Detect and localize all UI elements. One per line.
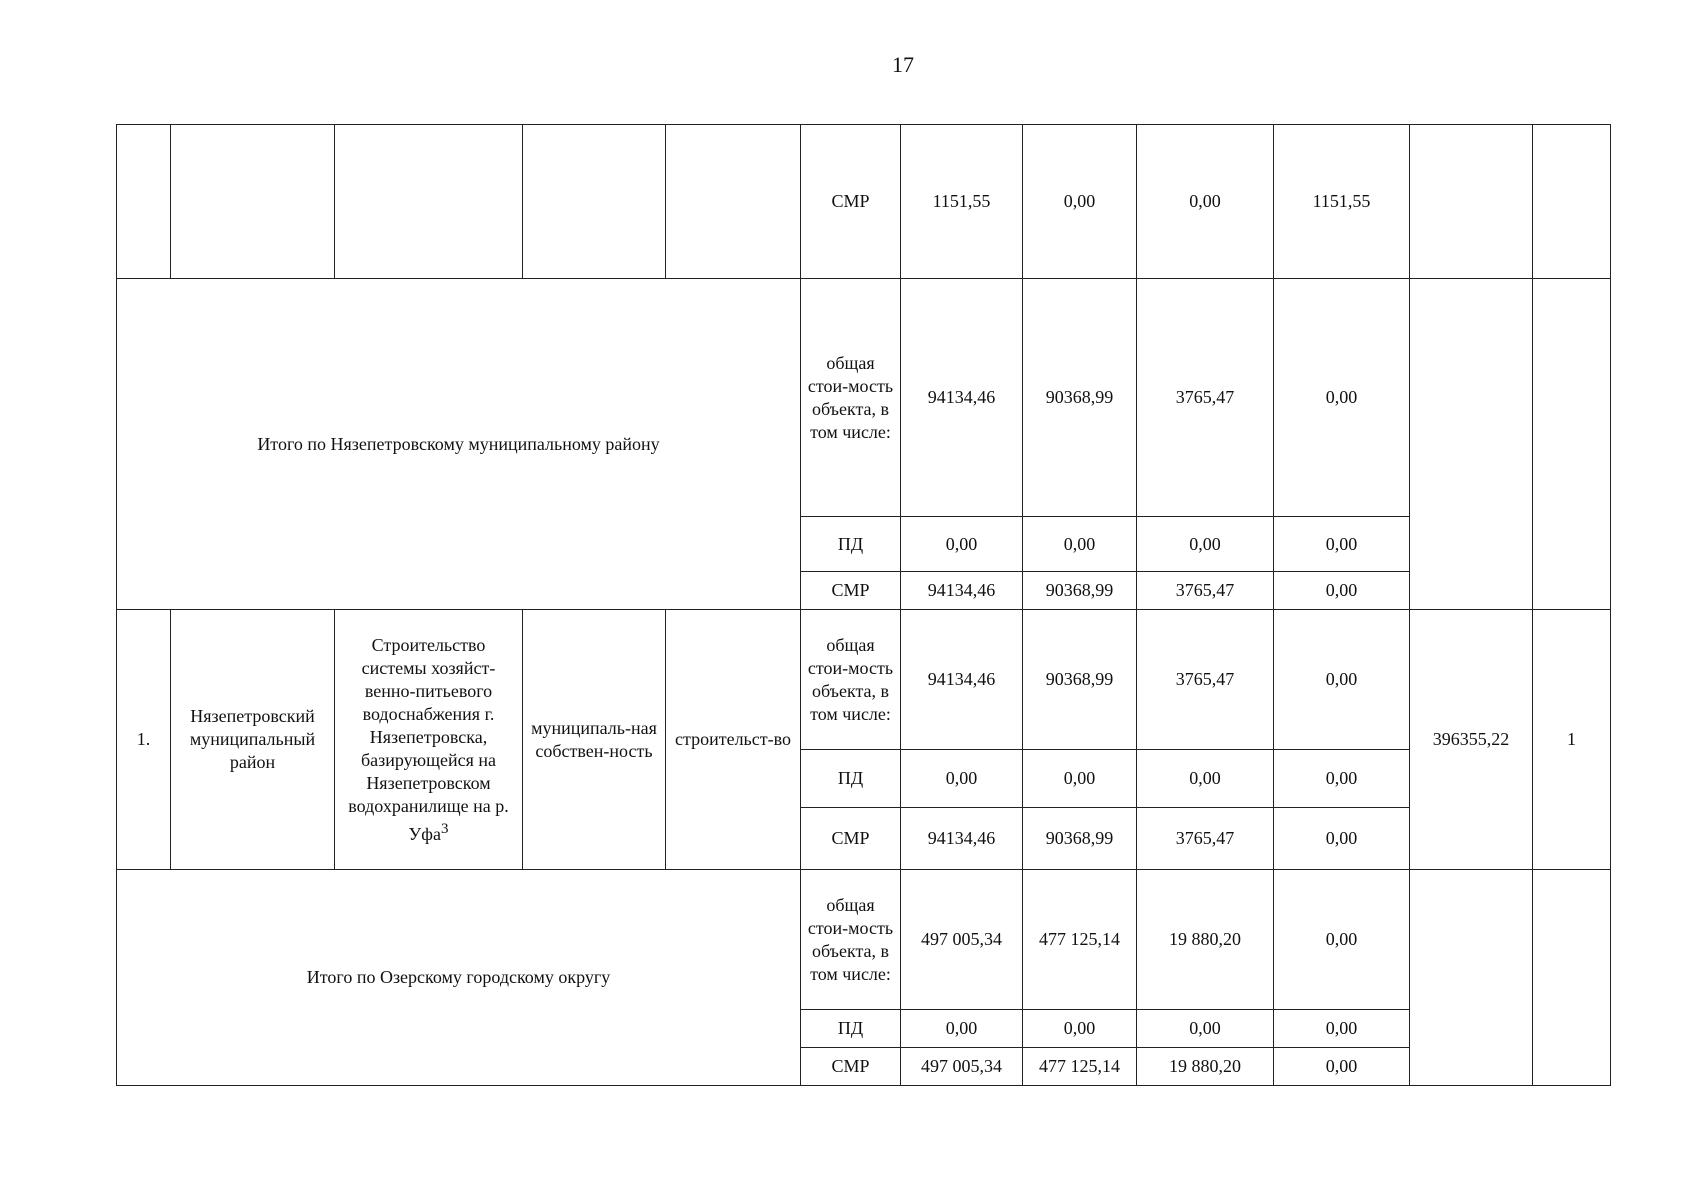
cell-empty <box>171 125 335 279</box>
cell-empty <box>666 125 801 279</box>
value-cell: 0,00 <box>1023 750 1137 808</box>
cost-type-cell: ПД <box>801 750 901 808</box>
cell-empty <box>335 125 523 279</box>
item-number: 1. <box>117 610 171 870</box>
table-row-item1-general <box>117 610 1611 750</box>
footnote-mark: 3 <box>440 820 449 837</box>
value-cell: 94134,46 <box>901 808 1023 870</box>
value-cell: 0,00 <box>1274 870 1410 1010</box>
value-cell: 0,00 <box>1137 750 1274 808</box>
cost-type-cell: ПД <box>801 1010 901 1048</box>
cost-type-cell: общая стои-мость объекта, в том числе: <box>801 279 901 517</box>
value-cell: 497 005,34 <box>901 870 1023 1010</box>
cost-type-cell: общая стои-мость объекта, в том числе: <box>801 870 901 1010</box>
table-row-total-ozersk-general <box>117 870 1611 1010</box>
table-row-total-nyaz-general <box>117 279 1611 517</box>
cell-empty <box>1533 279 1611 610</box>
object-name-text: Строительство системы хозяйст-венно-питьевого водоснабжения г. Нязепетровска, базирующейся на Нязепетровском водохранилище на р. Уфа <box>348 634 509 844</box>
value-cell: 0,00 <box>1023 125 1137 279</box>
value-cell: 0,00 <box>901 750 1023 808</box>
cell-empty <box>117 125 171 279</box>
cost-type-cell: СМР <box>801 572 901 610</box>
value-cell: 90368,99 <box>1023 808 1137 870</box>
cost-type-cell: СМР <box>801 808 901 870</box>
value-cell: 477 125,14 <box>1023 870 1137 1010</box>
value-cell: 94134,46 <box>901 610 1023 750</box>
object-name-cell <box>335 610 523 870</box>
value-cell: 0,00 <box>1274 808 1410 870</box>
cell-empty <box>1410 870 1533 1086</box>
value-cell: 3765,47 <box>1137 808 1274 870</box>
value-cell: 0,00 <box>901 1010 1023 1048</box>
value-cell: 3765,47 <box>1137 279 1274 517</box>
value-cell: 94134,46 <box>901 572 1023 610</box>
cost-type-cell: СМР <box>801 1048 901 1086</box>
value-cell: 0,00 <box>901 517 1023 572</box>
cost-type-cell: ПД <box>801 517 901 572</box>
total-label-ozersk: Итого по Озерскому городскому округу <box>117 870 801 1086</box>
value-cell: 0,00 <box>1274 750 1410 808</box>
value-cell: 94134,46 <box>901 279 1023 517</box>
cell-empty <box>1410 125 1533 279</box>
value-cell: 0,00 <box>1274 279 1410 517</box>
total-label-nyaz: Итого по Нязепетровскому муниципальному району <box>117 279 801 610</box>
value-cell: 19 880,20 <box>1137 1048 1274 1086</box>
cell-empty <box>1410 279 1533 610</box>
ownership-cell: муниципаль-ная собствен-ность <box>523 610 666 870</box>
value-cell: 90368,99 <box>1023 279 1137 517</box>
value-cell: 90368,99 <box>1023 572 1137 610</box>
cost-type-cell: СМР <box>801 125 901 279</box>
value-cell: 0,00 <box>1137 125 1274 279</box>
value-cell: 0,00 <box>1137 1010 1274 1048</box>
value-cell: 1151,55 <box>1274 125 1410 279</box>
value-cell: 0,00 <box>1274 572 1410 610</box>
cell-empty <box>523 125 666 279</box>
value-cell: 1151,55 <box>901 125 1023 279</box>
value-cell: 497 005,34 <box>901 1048 1023 1086</box>
cell-empty <box>1533 125 1611 279</box>
work-type-cell: строительст-во <box>666 610 801 870</box>
value-cell: 0,00 <box>1023 517 1137 572</box>
value-cell: 19 880,20 <box>1137 870 1274 1010</box>
value-cell: 3765,47 <box>1137 572 1274 610</box>
cost-type-cell: общая стои-мость объекта, в том числе: <box>801 610 901 750</box>
value-cell: 0,00 <box>1274 610 1410 750</box>
value-cell: 90368,99 <box>1023 610 1137 750</box>
table-row-continuation <box>117 125 1611 279</box>
value-cell: 0,00 <box>1274 1010 1410 1048</box>
value-cell: 0,00 <box>1023 1010 1137 1048</box>
value-cell: 3765,47 <box>1137 610 1274 750</box>
value-cell: 0,00 <box>1137 517 1274 572</box>
cell-empty <box>1533 870 1611 1086</box>
value-cell: 0,00 <box>1274 517 1410 572</box>
capacity-cell: 396355,22 <box>1410 610 1533 870</box>
value-cell: 477 125,14 <box>1023 1048 1137 1086</box>
value-cell: 0,00 <box>1274 1048 1410 1086</box>
count-cell: 1 <box>1533 610 1611 870</box>
page-number: 17 <box>892 52 914 77</box>
district-cell: Нязепетровский муниципальный район <box>171 610 335 870</box>
objects-table <box>116 124 1611 1086</box>
